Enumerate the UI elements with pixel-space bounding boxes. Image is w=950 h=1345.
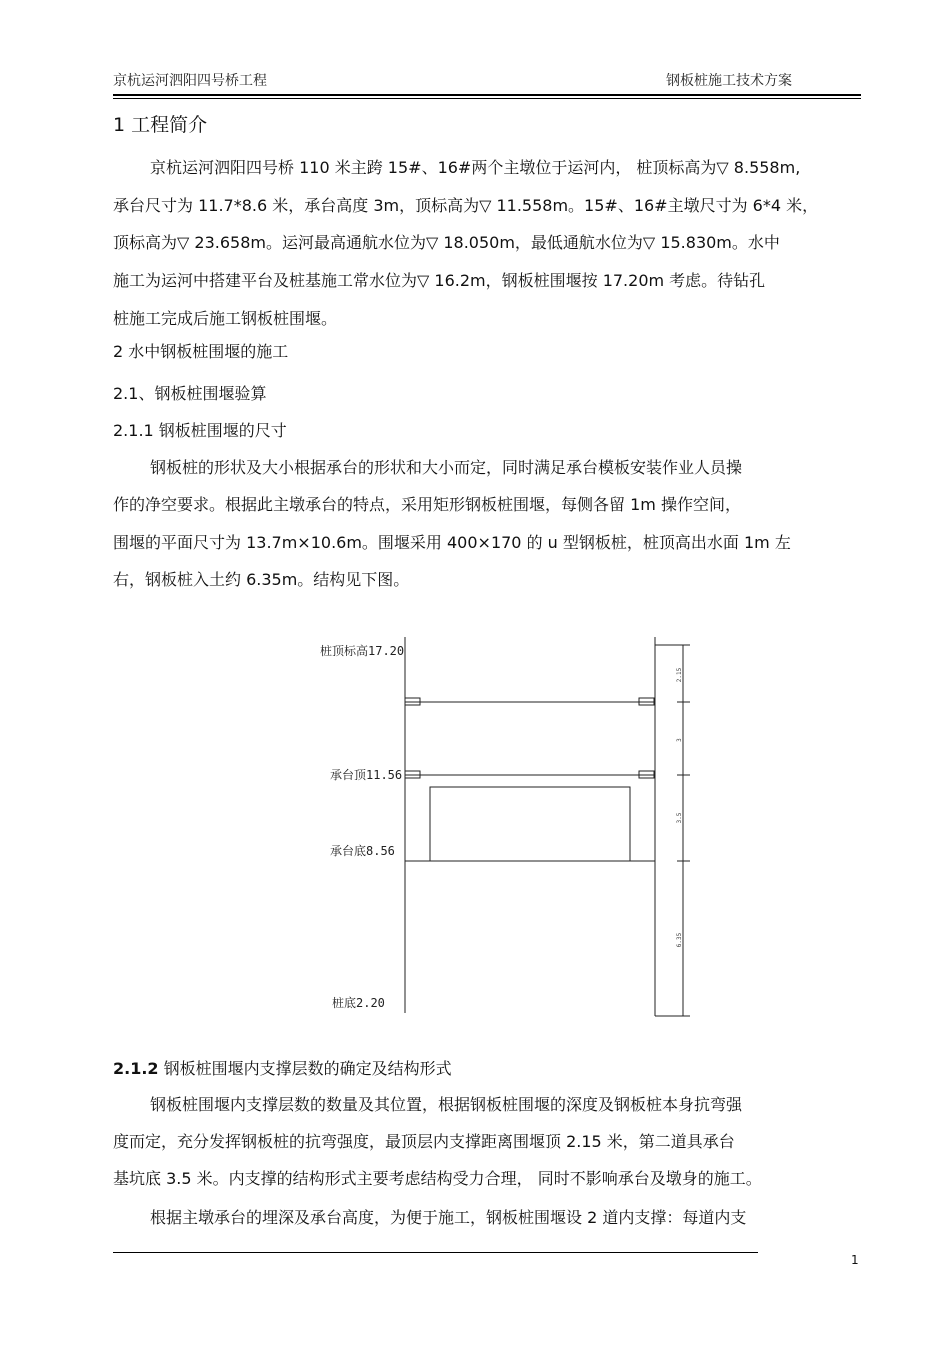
subsection-2-1-1-title: 2.1.1 钢板桩围堰的尺寸: [113, 421, 287, 440]
paragraph-line: 钢板桩的形状及大小根据承台的形状和大小而定，同时满足承台模板安装作业人员操: [150, 458, 743, 477]
footer-rule: [113, 1252, 758, 1253]
label-cap-top-elevation: 承台顶11.56: [330, 768, 403, 782]
paragraph-line: 基坑底 3.5 米。内支撑的结构形式主要考虑结构受力合理， 同时不影响承台及墩身的施工。: [113, 1169, 762, 1188]
subsection-number: 2.1.2: [113, 1059, 159, 1078]
label-cap-bottom-elevation: 承台底8.56: [330, 844, 395, 858]
header-left-title: 京杭运河泗阳四号桥工程: [113, 73, 267, 89]
dimension-value: 6.35: [676, 932, 683, 948]
paragraph-line: 承台尺寸为 11.7*8.6 米，承台高度 3m，顶标高为▽ 11.558m。15#、16#主墩尺寸为 6*4 米，: [113, 196, 819, 215]
subsection-title-text: 钢板桩围堰内支撑层数的确定及结构形式: [158, 1059, 452, 1078]
paragraph-line: 根据主墩承台的埋深及承台高度，为便于施工，钢板桩围堰设 2 道内支撑：每道内支: [150, 1208, 747, 1227]
header-right-title: 钢板桩施工技术方案: [666, 73, 792, 89]
pile-cap: [430, 787, 630, 861]
section-2-title: 2 水中钢板桩围堰的施工: [113, 342, 289, 361]
page-number: 1: [851, 1253, 859, 1267]
paragraph-line: 施工为运河中搭建平台及桩基施工常水位为▽ 16.2m，钢板桩围堰按 17.20m 考虑。待钻孔: [113, 271, 766, 290]
paragraph-line: 度而定，充分发挥钢板桩的抗弯强度，最顶层内支撑距离围堰顶 2.15 米，第二道具承台: [113, 1132, 735, 1151]
dimension-value: 3.5: [676, 812, 683, 824]
subsection-2-1-title: 2.1、钢板桩围堰验算: [113, 384, 267, 403]
subsection-2-1-2-title: [113, 1058, 863, 1080]
paragraph-line: 右，钢板桩入土约 6.35m。结构见下图。: [113, 570, 410, 589]
dimension-value: 2.15: [676, 667, 683, 683]
dimension-value: 3: [676, 738, 683, 742]
label-pile-top-elevation: 桩顶标高17.20: [320, 644, 405, 658]
paragraph-line: 围堰的平面尺寸为 13.7m×10.6m。围堰采用 400×170 的 u 型钢板桩，桩顶高出水面 1m 左: [113, 533, 791, 552]
paragraph-line: 钢板桩围堰内支撑层数的数量及其位置，根据钢板桩围堰的深度及钢板桩本身抗弯强: [150, 1095, 743, 1114]
paragraph-line: 京杭运河泗阳四号桥 110 米主跨 15#、16#两个主墩位于运河内， 桩顶标高为▽ 8.558m,: [150, 158, 801, 177]
paragraph-line: 顶标高为▽ 23.658m。运河最高通航水位为▽ 18.050m，最低通航水位为▽ 15.830m。水中: [113, 233, 780, 252]
paragraph-line: 作的净空要求。根据此主墩承台的特点，采用矩形钢板桩围堰，每侧各留 1m 操作空间，: [113, 495, 741, 514]
label-pile-bottom-elevation: 桩底2.20: [332, 996, 385, 1010]
section-1-title: 1 工程简介: [113, 114, 208, 136]
paragraph-line: 桩施工完成后施工钢板桩围堰。: [113, 309, 338, 328]
